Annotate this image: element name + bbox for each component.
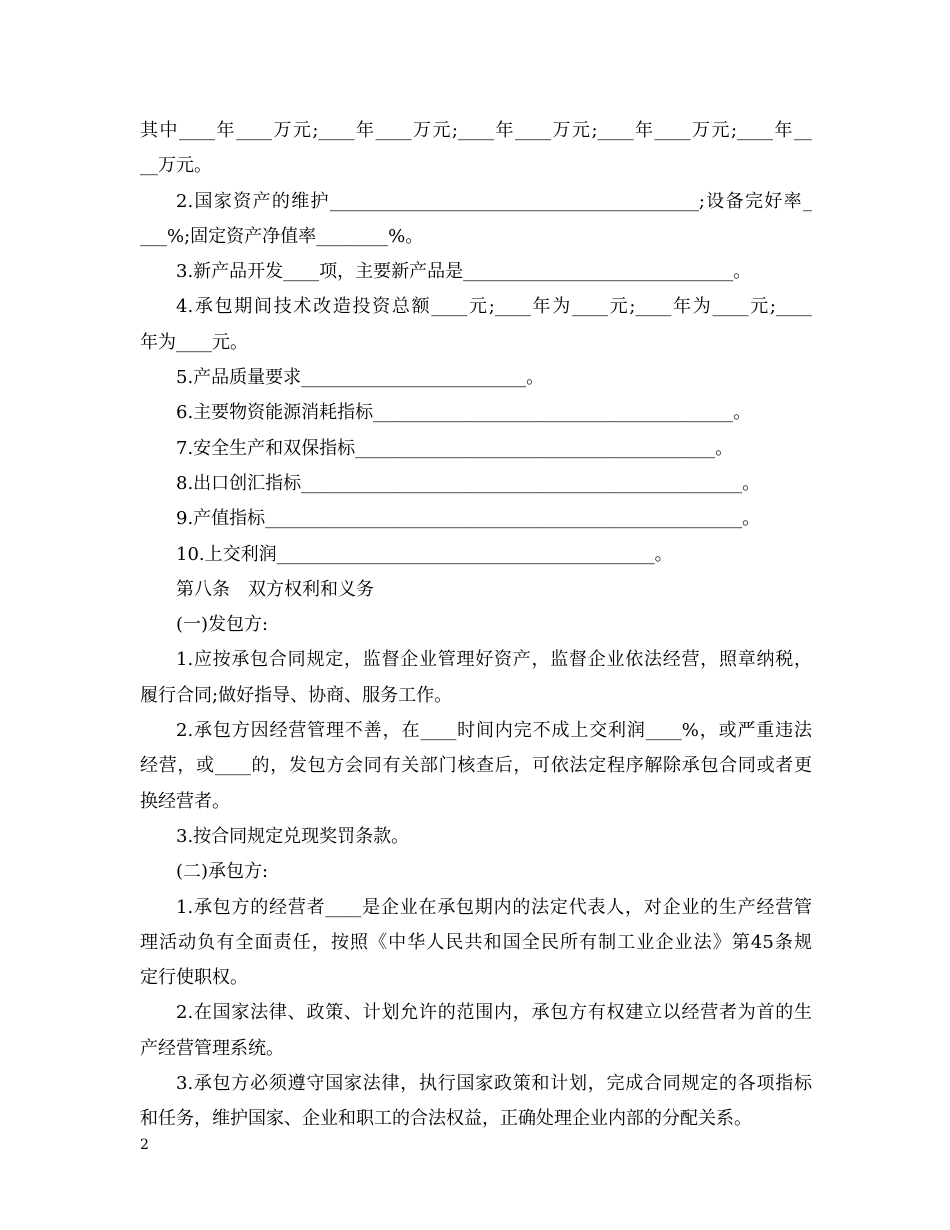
line-20: 换经营者。	[140, 790, 230, 812]
line-16: 1.应按承包合同规定，监督企业管理好资产，监督企业依法经营，照章纳税，	[176, 649, 812, 671]
line-24: 理活动负有全面责任，按照《中华人民共和国全民所有制工业企业法》第45条规	[140, 931, 812, 953]
line-05: 3.新产品开发____项，主要新产品是______________________________。	[176, 261, 752, 283]
line-21: 3.按合同规定兑现奖罚条款。	[176, 825, 410, 847]
line-06: 4.承包期间技术改造投资总额____元;____年为____元;____年为____元;____	[176, 296, 812, 318]
line-26: 2.在国家法律、政策、计划允许的范围内，承包方有权建立以经营者为首的生	[176, 1002, 812, 1024]
line-04: ___%;固定资产净值率________%。	[140, 225, 424, 247]
line-12: 9.产值指标_____________________________________________________。	[176, 508, 761, 530]
line-23: 1.承包方的经营者____是企业在承包期内的法定代表人，对企业的生产经营管	[176, 896, 812, 918]
line-10: 7.安全生产和双保指标________________________________________。	[176, 437, 734, 459]
line-07: 年为____元。	[140, 331, 248, 353]
line-11: 8.出口创汇指标_________________________________________________。	[176, 472, 761, 494]
line-18: 2.承包方因经营管理不善，在____时间内完不成上交利润____%，或严重违法	[176, 720, 812, 742]
line-01: 其中____年____万元;____年____万元;____年____万元;____年____万元;____年__	[140, 120, 812, 141]
page-number: 2	[140, 1137, 149, 1153]
line-25: 定行使职权。	[140, 967, 248, 989]
line-29: 和任务，维护国家、企业和职工的合法权益，正确处理企业内部的分配关系。	[140, 1108, 752, 1130]
subheading-contractor: (二)承包方:	[176, 861, 269, 883]
subheading-contractor-issuer: (一)发包方:	[176, 614, 269, 636]
document-body	[140, 113, 812, 1137]
line-19: 经营，或____的，发包方会同有关部门核查后，可依法定程序解除承包合同或者更	[140, 755, 812, 777]
line-13: 10.上交利润__________________________________________。	[176, 543, 673, 565]
section-heading-article-8: 第八条 双方权利和义务	[176, 578, 374, 600]
line-28: 3.承包方必须遵守国家法律，执行国家政策和计划，完成合同规定的各项指标	[176, 1073, 812, 1095]
line-27: 产经营管理系统。	[140, 1037, 284, 1059]
line-02: __万元。	[140, 155, 212, 177]
line-08: 5.产品质量要求_________________________。	[176, 367, 545, 389]
line-09: 6.主要物资能源消耗指标________________________________________。	[176, 402, 752, 424]
line-17: 履行合同;做好指导、协商、服务工作。	[140, 684, 453, 706]
line-03: 2.国家资产的维护_________________________________________;设备完好率_	[176, 190, 812, 212]
